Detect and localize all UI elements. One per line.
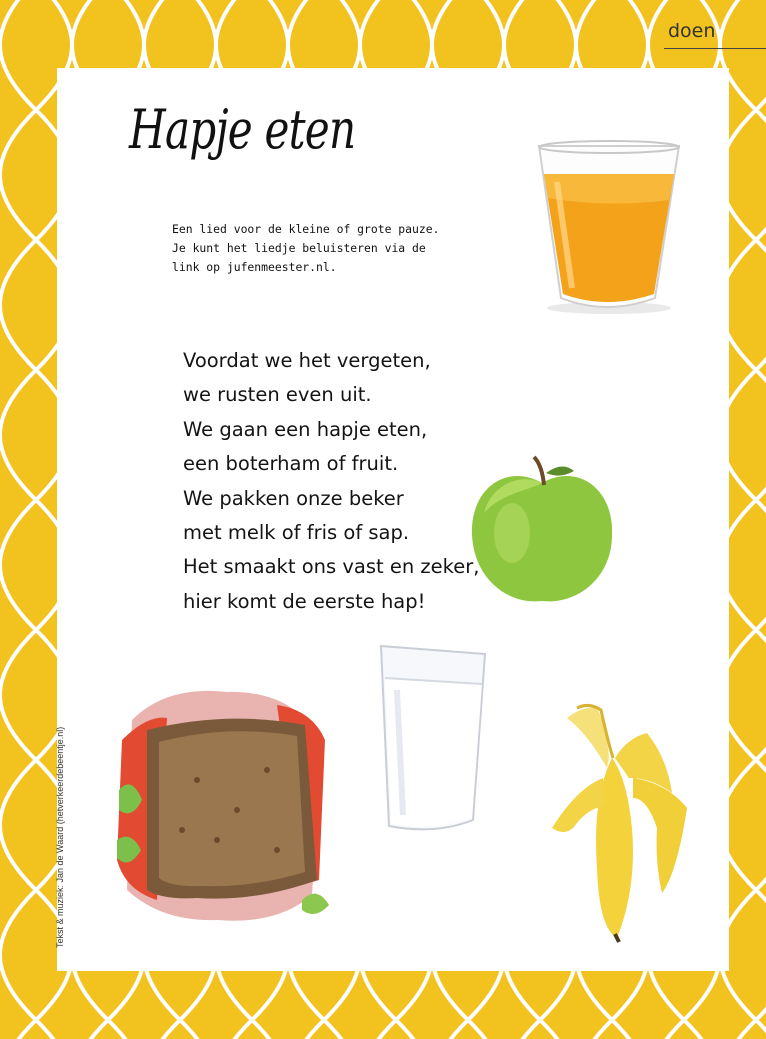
sandwich-icon [107, 680, 337, 930]
page-title: Hapje eten [129, 98, 356, 161]
lyric-line: hier komt de eerste hap! [183, 589, 426, 613]
section-label: doen [668, 20, 716, 42]
intro-line: Je kunt het liedje beluisteren via de [172, 241, 426, 255]
content-card [57, 68, 729, 971]
credit-text: Tekst & muziek: Jan de Waard (hetverkeerdebeentje.nl) [55, 726, 65, 948]
lyric-line: we rusten even uit. [183, 383, 372, 407]
milk-glass-icon [375, 640, 490, 840]
intro-line: link op jufenmeester.nl. [172, 260, 337, 274]
lyric-line: We pakken onze beker [183, 486, 404, 510]
song-lyrics [183, 344, 479, 619]
intro-text [172, 220, 472, 277]
peeled-banana-icon [537, 698, 702, 943]
lyric-line: We gaan een hapje eten, [183, 417, 428, 441]
lyric-line: een boterham of fruit. [183, 452, 399, 476]
intro-line: Een lied voor de kleine of grote pauze. [172, 222, 440, 236]
orange-juice-glass-icon [527, 138, 687, 318]
section-tab [664, 18, 766, 49]
green-apple-icon [462, 453, 622, 613]
lyric-line: Het smaakt ons vast en zeker, [183, 555, 480, 579]
lyric-line: met melk of fris of sap. [183, 521, 410, 545]
lyric-line: Voordat we het vergeten, [183, 349, 431, 372]
